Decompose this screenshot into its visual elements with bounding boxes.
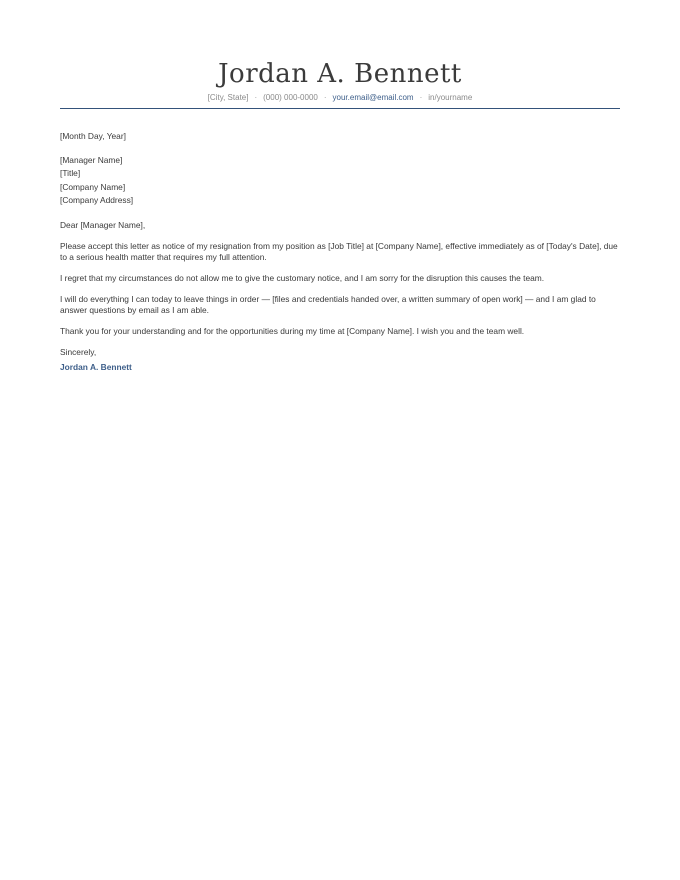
header-divider bbox=[60, 108, 620, 109]
contact-location: [City, State] bbox=[207, 93, 249, 102]
contact-phone: (000) 000-0000 bbox=[263, 93, 318, 102]
salutation: Dear [Manager Name], bbox=[60, 220, 146, 231]
recipient-company-name: [Company Name] bbox=[60, 181, 126, 192]
contact-separator: · bbox=[323, 93, 327, 102]
recipient-company-address: [Company Address] bbox=[60, 194, 134, 205]
contact-email-link[interactable]: your.email@email.com bbox=[332, 93, 414, 102]
contact-separator: · bbox=[419, 93, 423, 102]
signature-name: Jordan A. Bennett bbox=[60, 362, 132, 373]
letter-body bbox=[60, 131, 620, 373]
paragraph: Please accept this letter as notice of my resignation from my position as [Job Title] at [Company Name], effective immediately as of [Today's Date], due to a serious health matter that requires my full attention. bbox=[60, 241, 618, 263]
recipient-manager-name: [Manager Name] bbox=[60, 155, 123, 165]
contact-line bbox=[60, 93, 620, 103]
recipient-title: [Title] bbox=[60, 168, 81, 179]
paragraph: I will do everything I can today to leave things in order — [files and credentials handed over, a written summary of open work] — and I am glad to answer questions by email as I am able. bbox=[60, 294, 596, 316]
closing: Sincerely, bbox=[60, 347, 97, 358]
contact-linkedin: in/yourname bbox=[428, 93, 473, 102]
paragraph: Thank you for your understanding and for the opportunities during my time at [Company Name]. I wish you and the team well. bbox=[60, 326, 525, 337]
header-name: Jordan A. Bennett bbox=[218, 59, 462, 89]
letter-date: [Month Day, Year] bbox=[60, 131, 126, 141]
recipient-block bbox=[60, 154, 620, 207]
contact-separator: · bbox=[254, 93, 258, 102]
paragraph: I regret that my circumstances do not allow me to give the customary notice, and I am sorry for the disruption this causes the team. bbox=[60, 273, 545, 284]
